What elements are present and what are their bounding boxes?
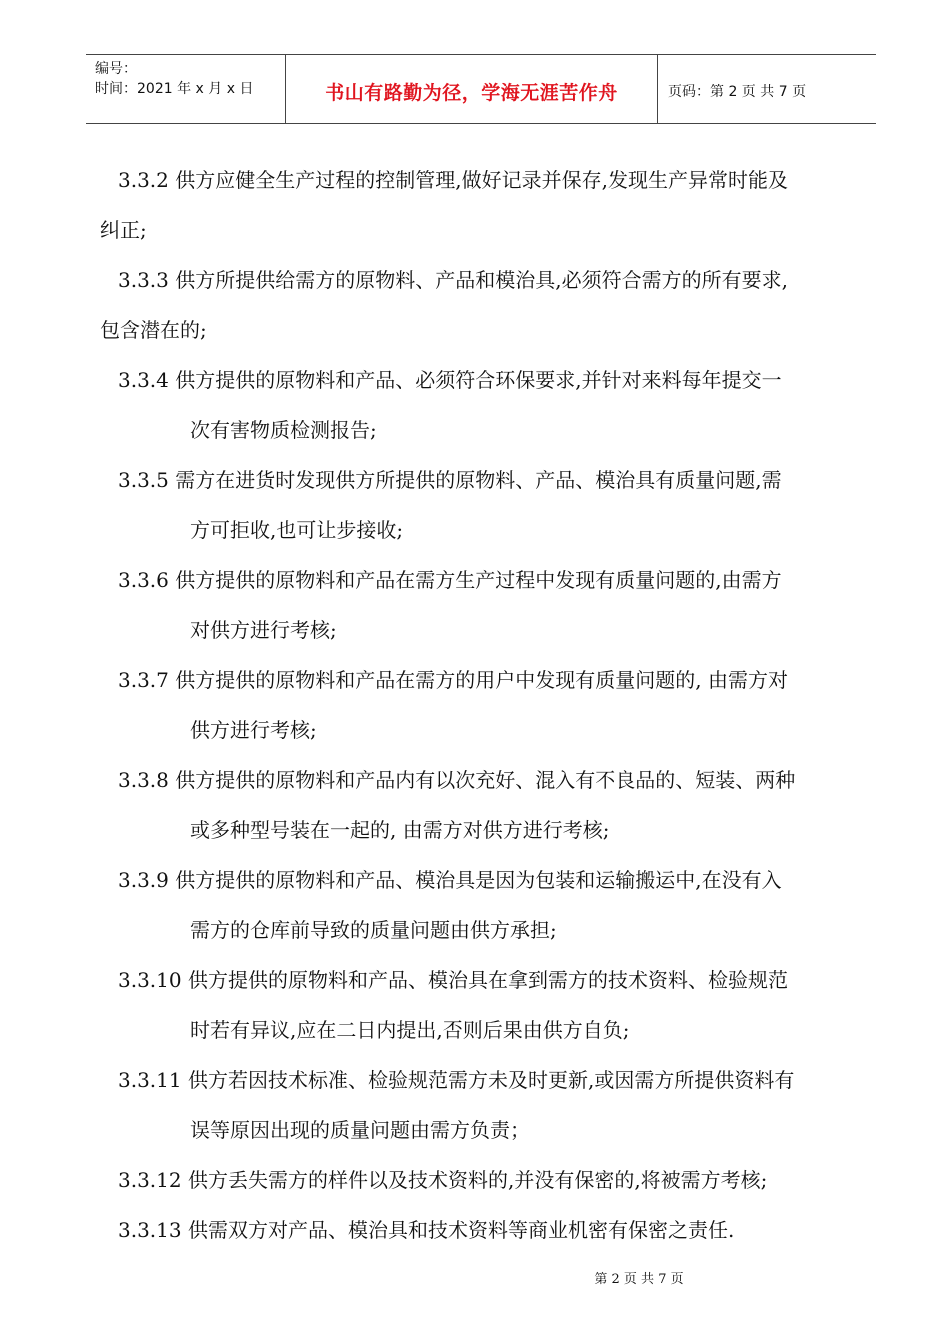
clause-line: 3.3.7 供方提供的原物料和产品在需方的用户中发现有质量问题的, 由需方对 (118, 668, 788, 692)
clause-line: 3.3.13 供需双方对产品、模治具和技术资料等商业机密有保密之责任. (118, 1218, 735, 1242)
header-page-info: 页码：第 2 页 共 7 页 (668, 84, 807, 100)
clause-continuation: 或多种型号装在一起的, 由需方对供方进行考核; (190, 818, 610, 842)
clause-continuation: 误等原因出现的质量问题由需方负责； (190, 1118, 530, 1142)
clause-line: 3.3.8 供方提供的原物料和产品内有以次充好、混入有不良品的、短装、两种 (118, 768, 796, 792)
page-footer: 第 2 页 共 7 页 (594, 1272, 684, 1287)
clause-continuation: 供方进行考核; (190, 718, 317, 742)
clause-continuation: 纠正; (100, 218, 147, 242)
document-time: 时间：2021 年 x 月 x 日 (95, 81, 254, 97)
clause-line: 3.3.5 需方在进货时发现供方所提供的原物料、产品、模治具有质量问题,需 (118, 468, 782, 492)
clause-line: 3.3.6 供方提供的原物料和产品在需方生产过程中发现有质量问题的,由需方 (118, 568, 782, 592)
clause-continuation: 次有害物质检测报告; (190, 418, 377, 442)
clause-continuation: 时若有异议,应在二日内提出,否则后果由供方自负; (190, 1018, 630, 1042)
clause-line: 3.3.12 供方丢失需方的样件以及技术资料的,并没有保密的,将被需方考核; (118, 1168, 768, 1192)
clause-line: 3.3.9 供方提供的原物料和产品、模治具是因为包装和运输搬运中,在没有入 (118, 868, 782, 892)
clause-continuation: 需方的仓库前导致的质量问题由供方承担; (190, 918, 557, 942)
header-meta (86, 55, 286, 123)
document-number-label: 编号： (95, 61, 137, 77)
clause-line: 3.3.2 供方应健全生产过程的控制管理,做好记录并保存,发现生产异常时能及 (118, 168, 788, 192)
clause-line: 3.3.10 供方提供的原物料和产品、模治具在拿到需方的技术资料、检验规范 (118, 968, 788, 992)
header-motto: 书山有路勤为径，学海无涯苦作舟 (286, 55, 658, 123)
clause-line: 3.3.11 供方若因技术标准、检验规范需方未及时更新,或因需方所提供资料有 (118, 1068, 795, 1092)
clause-line: 3.3.3 供方所提供给需方的原物料、产品和模治具,必须符合需方的所有要求, (118, 268, 788, 292)
clause-continuation: 对供方进行考核; (190, 618, 337, 642)
clause-continuation: 包含潜在的; (100, 318, 207, 342)
clause-line: 3.3.4 供方提供的原物料和产品、必须符合环保要求,并针对来料每年提交一 (118, 368, 782, 392)
clause-continuation: 方可拒收,也可让步接收; (190, 518, 404, 542)
page-header (86, 54, 876, 124)
